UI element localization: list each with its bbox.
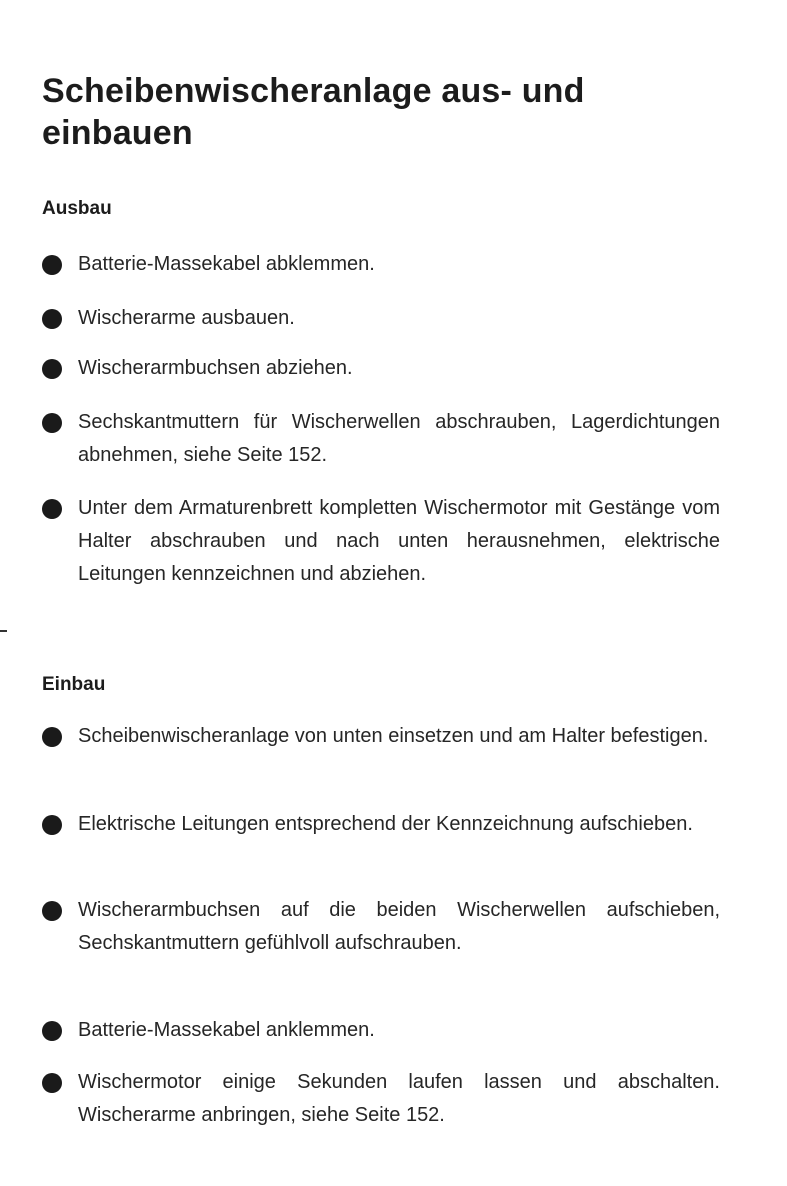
bullet-icon: [42, 901, 62, 921]
bullet-icon: [42, 815, 62, 835]
list-item-text: Wischerarmbuchsen abziehen.: [78, 357, 353, 379]
bullet-icon: [42, 413, 62, 433]
list-item-text: Batterie-Massekabel anklemmen.: [78, 1019, 375, 1041]
list-item-text: Wischerarmbuchsen auf die beiden Wischerwellen aufschieben, Sechskantmuttern gefühlvoll aufschrauben.: [78, 899, 720, 954]
bullet-icon: [42, 1021, 62, 1041]
page-title: [42, 70, 742, 154]
list-item: [40, 492, 720, 591]
bullet-icon: [42, 359, 62, 379]
scan-edge-mark: [0, 630, 7, 632]
list-item-text: Elektrische Leitungen entsprechend der Kennzeichnung aufschieben.: [78, 813, 693, 835]
list-item: [40, 352, 720, 385]
bullet-icon: [42, 727, 62, 747]
section-heading-einbau: Einbau: [42, 674, 106, 695]
list-item: [40, 302, 720, 335]
page-title-line-1: Scheibenwischeranlage aus- und: [42, 72, 585, 110]
bullet-icon: [42, 1073, 62, 1093]
list-item: [40, 808, 720, 841]
page-title-line-2: einbauen: [42, 114, 193, 152]
list-item: [40, 1014, 720, 1047]
list-item: [40, 1066, 720, 1132]
list-item-text: Unter dem Armaturenbrett kompletten Wischermotor mit Gestänge vom Halter abschrauben und nach unten herausnehmen, elektrische Leitungen kennzeichnen und abziehen.: [78, 497, 720, 585]
list-item-text: Wischerarme ausbauen.: [78, 307, 295, 329]
bullet-icon: [42, 499, 62, 519]
list-item: [40, 248, 720, 281]
list-item: [40, 406, 720, 472]
list-item-text: Sechskantmuttern für Wischerwellen abschrauben, Lagerdichtungen abnehmen, siehe Seite 152.: [78, 411, 720, 466]
list-item: [40, 894, 720, 960]
bullet-icon: [42, 255, 62, 275]
list-item-text: Batterie-Massekabel abklemmen.: [78, 253, 375, 275]
bullet-icon: [42, 309, 62, 329]
list-item: [40, 720, 720, 753]
list-item-text: Wischermotor einige Sekunden laufen lassen und abschalten. Wischerarme anbringen, siehe Seite 152.: [78, 1071, 720, 1126]
section-heading-ausbau: Ausbau: [42, 198, 112, 219]
list-item-text: Scheibenwischeranlage von unten einsetzen und am Halter befestigen.: [78, 725, 709, 747]
